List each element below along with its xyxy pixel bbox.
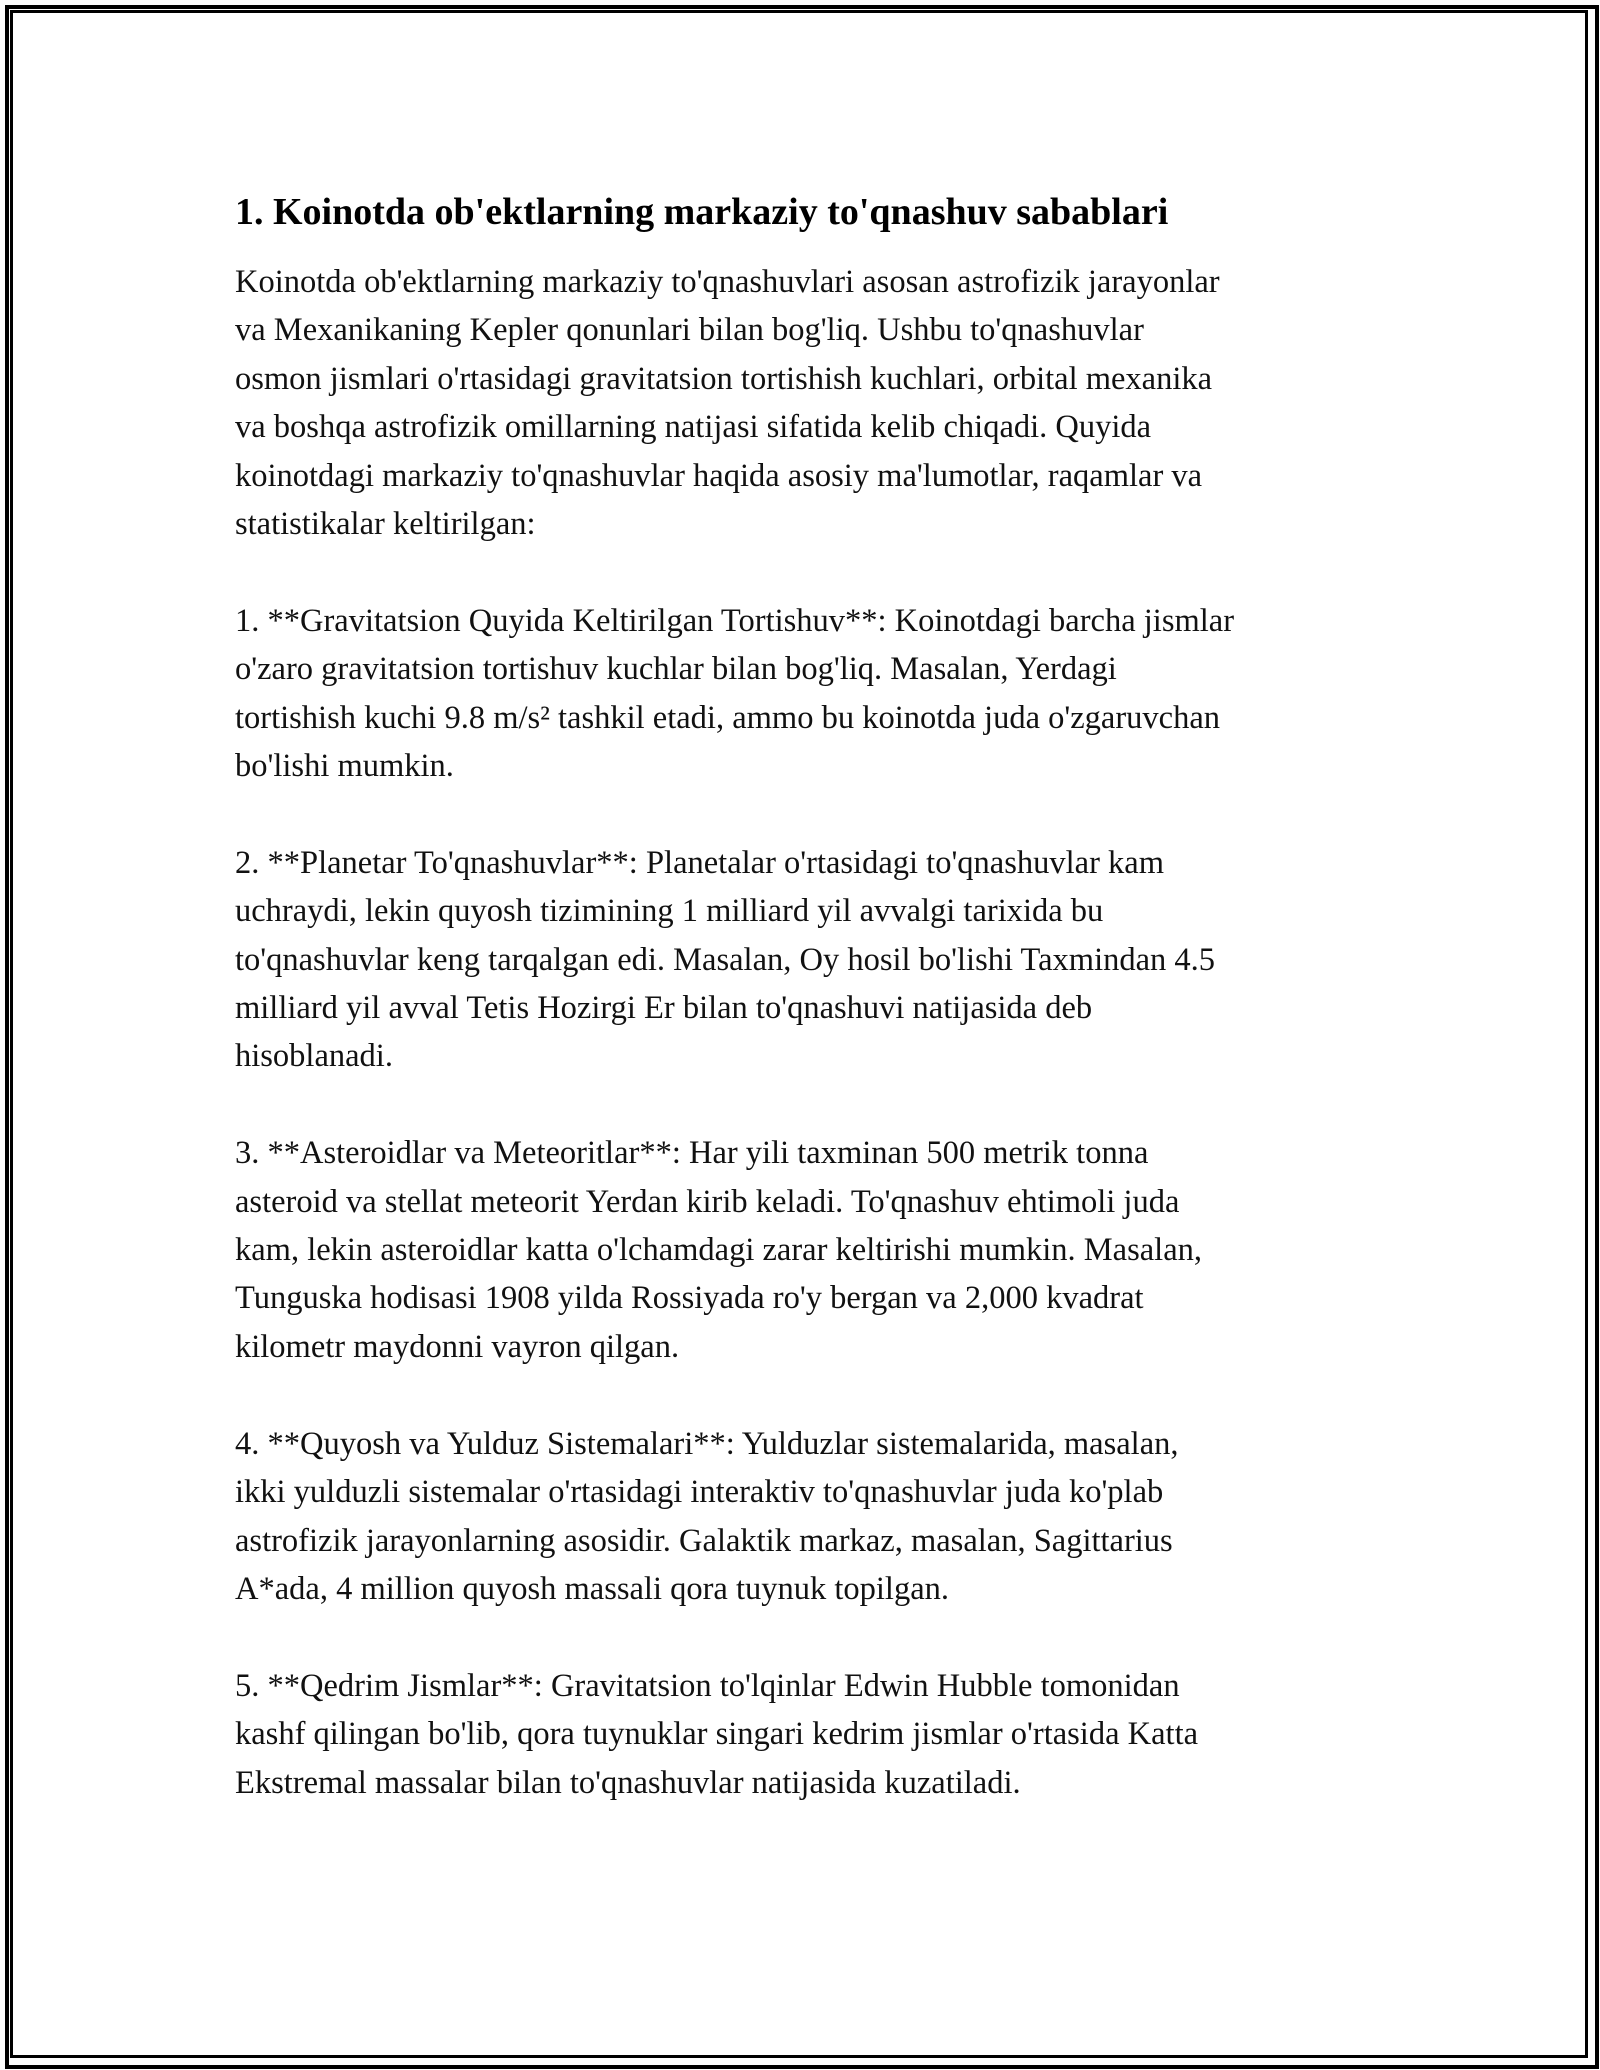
list-item-line: o'zaro gravitatsion tortishuv kuchlar bilan bog'liq. Masalan, Yerdagi xyxy=(235,651,1117,688)
intro-line: Koinotda ob'ektlarning markaziy to'qnashuvlari asosan astrofizik jarayonlar xyxy=(235,264,1220,300)
list-item-line: Ekstremal massalar bilan to'qnashuvlar natijasida kuzatiladi. xyxy=(235,1764,1021,1801)
list-item-line: Tunguska hodisasi 1908 yilda Rossiyada ro'y bergan va 2,000 kvadrat xyxy=(235,1280,1144,1317)
list-item-line: milliard yil avval Tetis Hozirgi Er bilan to'qnashuvi natijasida deb xyxy=(235,990,1093,1027)
list-item-line: 4. **Quyosh va Yulduz Sistemalari**: Yulduzlar sistemalarida, masalan, xyxy=(235,1425,1179,1462)
intro-line: koinotdagi markaziy to'qnashuvlar haqida asosiy ma'lumotlar, raqamlar va xyxy=(235,457,1203,494)
list-item-line: uchraydi, lekin quyosh tizimining 1 milliard yil avvalgi tarixida bu xyxy=(235,893,1104,930)
list-item-5 xyxy=(235,1662,1375,1807)
list-item-line: kilometr maydonni vayron qilgan. xyxy=(235,1328,680,1365)
intro-paragraph xyxy=(235,258,1375,548)
list-item-line: kashf qilingan bo'lib, qora tuynuklar singari kedrim jismlar o'rtasida Katta xyxy=(235,1716,1199,1753)
list-item-line: tortishish kuchi 9.8 m/s² tashkil etadi, ammo bu koinotda juda o'zgaruvchan xyxy=(235,699,1221,736)
list-item-line: ikki yulduzli sistemalar o'rtasidagi interaktiv to'qnashuvlar juda ko'plab xyxy=(235,1474,1164,1511)
list-item-line: hisoblanadi. xyxy=(235,1038,393,1075)
list-item-line: astrofizik jarayonlarning asosidir. Galaktik markaz, masalan, Sagittarius xyxy=(235,1522,1173,1559)
list-item-line: kam, lekin asteroidlar katta o'lchamdagi zarar keltirishi mumkin. Masalan, xyxy=(235,1232,1203,1269)
section-heading: 1. Koinotda ob'ektlarning markaziy to'qnashuv sabablari xyxy=(235,191,1169,233)
intro-line: va Mexanikaning Kepler qonunlari bilan bog'liq. Ushbu to'qnashuvlar xyxy=(235,312,1144,349)
document-body xyxy=(235,168,1375,1807)
intro-line: statistikalar keltirilgan: xyxy=(235,506,536,543)
list-item-3 xyxy=(235,1129,1375,1371)
list-item-line: to'qnashuvlar keng tarqalgan edi. Masalan, Oy hosil bo'lishi Taxmindan 4.5 xyxy=(235,941,1216,978)
list-item-line: 1. **Gravitatsion Quyida Keltirilgan Tortishuv**: Koinotdagi barcha jismlar xyxy=(235,602,1235,639)
intro-line: osmon jismlari o'rtasidagi gravitatsion tortishish kuchlari, orbital mexanika xyxy=(235,360,1213,397)
list-item-1 xyxy=(235,597,1375,791)
intro-line: va boshqa astrofizik omillarning natijasi sifatida kelib chiqadi. Quyida xyxy=(235,409,1152,446)
list-item-line: 3. **Asteroidlar va Meteoritlar**: Har yili taxminan 500 metrik tonna xyxy=(235,1135,1149,1172)
list-item-4 xyxy=(235,1420,1375,1614)
list-item-line: bo'lishi mumkin. xyxy=(235,748,454,785)
list-item-line: asteroid va stellat meteorit Yerdan kirib keladi. To'qnashuv ehtimoli juda xyxy=(235,1183,1180,1220)
list-item-line: 5. **Qedrim Jismlar**: Gravitatsion to'lqinlar Edwin Hubble tomonidan xyxy=(235,1667,1180,1704)
list-item-line: 2. **Planetar To'qnashuvlar**: Planetalar o'rtasidagi to'qnashuvlar kam xyxy=(235,844,1164,881)
list-item-2 xyxy=(235,839,1375,1081)
list-item-line: A*ada, 4 million quyosh massali qora tuynuk topilgan. xyxy=(235,1570,950,1607)
